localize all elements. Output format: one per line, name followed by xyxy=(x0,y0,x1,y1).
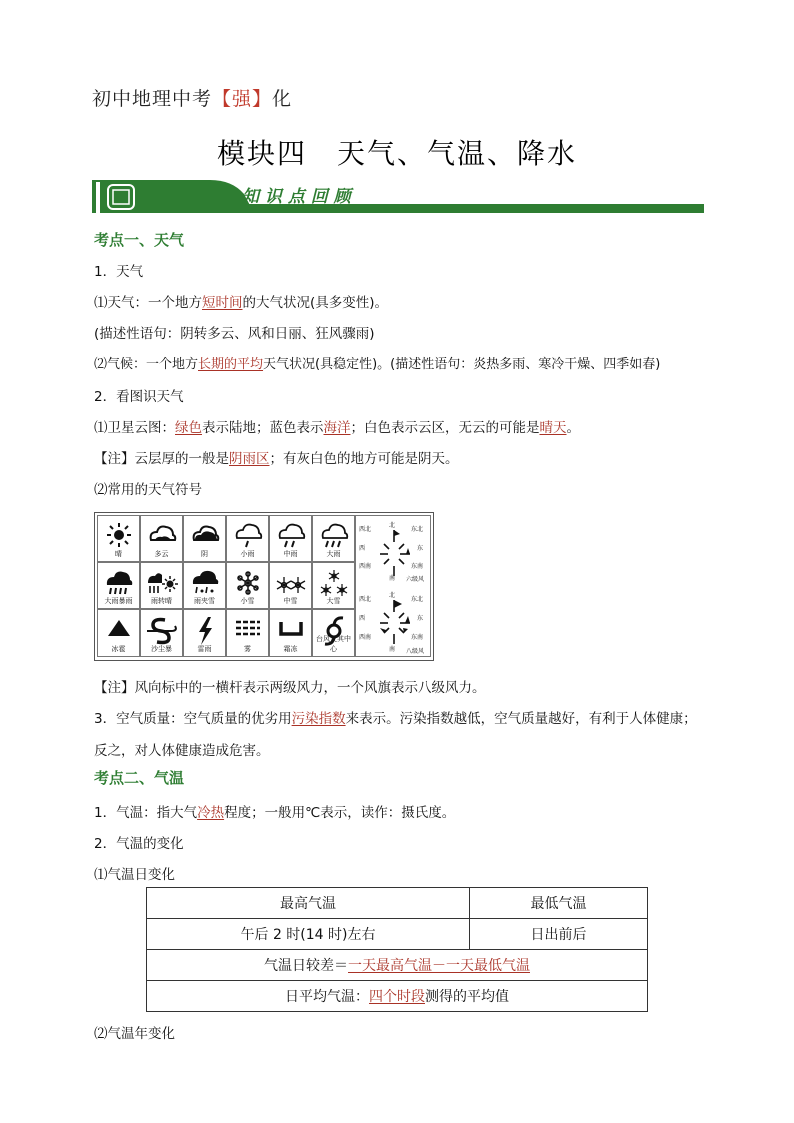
symbol-heavy-snow: 大雪 xyxy=(312,562,355,609)
symbol-overcast: 阴 xyxy=(183,515,226,562)
s1-line3: (描述性语句：阴转多云、风和日丽、狂风骤雨) xyxy=(94,326,375,342)
s1-line10: 3．空气质量：空气质量的优劣用污染指数来表示。污染指数越低，空气质量越好，有利于人体健康； xyxy=(94,711,697,727)
module-title: 模块四 天气、气温、降水 xyxy=(216,137,577,170)
frost-icon xyxy=(277,616,305,640)
symbol-sandstorm: 沙尘暴 xyxy=(140,609,183,657)
double-snowflake-icon xyxy=(275,569,307,597)
header-prefix: 初中地理中考 xyxy=(92,88,213,110)
s1-line5: 2．看图识天气 xyxy=(94,389,184,405)
triple-snowflake-icon xyxy=(318,569,350,599)
document-header xyxy=(92,84,292,111)
table-header-min: 最低气温 xyxy=(470,888,648,919)
fog-icon xyxy=(234,616,262,640)
header-bracket: 【强】 xyxy=(212,88,273,110)
hail-icon xyxy=(106,616,132,640)
table-cell-min-time: 日出前后 xyxy=(470,919,648,950)
lightning-icon xyxy=(194,616,216,646)
daily-temperature-table xyxy=(146,887,648,1012)
symbol-moderate-snow: 中雪 xyxy=(269,562,312,609)
sun-icon xyxy=(106,522,132,548)
symbol-hail: 冰雹 xyxy=(97,609,140,657)
symbol-sleet: 雨夹雪 xyxy=(183,562,226,609)
heavy-rain-icon xyxy=(319,522,349,550)
s1-line1: 1．天气 xyxy=(94,264,144,280)
symbol-fog: 雾 xyxy=(226,609,269,657)
moderate-rain-icon xyxy=(276,522,306,550)
symbol-cloudy: 多云 xyxy=(140,515,183,562)
section-banner xyxy=(92,180,704,216)
s2-line2: 2．气温的变化 xyxy=(94,836,184,852)
symbol-light-snow: 小雪 xyxy=(226,562,269,609)
weather-symbol-table xyxy=(94,512,434,661)
s1-line11: 反之，对人体健康造成危害。 xyxy=(94,743,270,759)
partly-cloudy-icon xyxy=(147,522,177,546)
s2-line3: ⑴气温日变化 xyxy=(94,867,175,883)
symbol-typhoon: 台风及其中心 xyxy=(312,609,355,657)
overcast-icon xyxy=(190,522,220,546)
banner-text: 知 识 点 回 顾 xyxy=(242,187,351,207)
symbol-frost: 霜冻 xyxy=(269,609,312,657)
s2-line4: ⑵气温年变化 xyxy=(94,1026,175,1042)
sandstorm-icon xyxy=(145,616,179,646)
s1-line8: ⑵常用的天气符号 xyxy=(94,482,202,498)
light-rain-icon xyxy=(233,522,263,550)
symbol-moderate-rain: 中雨 xyxy=(269,515,312,562)
symbol-heavy-rain: 大雨 xyxy=(312,515,355,562)
symbol-sunny: 晴 xyxy=(97,515,140,562)
sleet-icon xyxy=(190,569,220,597)
snowflake-icon xyxy=(234,569,262,597)
s2-line1: 1．气温：指大气冷热程度；一般用℃表示，读作：摄氏度。 xyxy=(94,805,456,821)
wind-vane-diagram: 北 西北 东北 西 东 西南 东南 南 六级风 北 西北 东北 西 东 西南 东南 南 八级风 xyxy=(355,515,431,657)
symbol-light-rain: 小雨 xyxy=(226,515,269,562)
s1-line6: ⑴卫星云图：绿色表示陆地；蓝色表示海洋；白色表示云区，无云的可能是晴天。 xyxy=(94,420,580,436)
s1-line9: 【注】风向标中的一横杆表示两级风力，一个风旗表示八级风力。 xyxy=(94,680,486,696)
banner-graphic xyxy=(92,180,704,216)
table-row-daily-range: 气温日较差＝一天最高气温－一天最低气温 xyxy=(147,950,648,981)
symbol-rainstorm: 大雨暴雨 xyxy=(97,562,140,609)
s1-line2: ⑴天气：一个地方短时间的大气状况(具多变性)。 xyxy=(94,295,389,311)
table-cell-max-time: 午后 2 时(14 时)左右 xyxy=(147,919,470,950)
header-suffix: 化 xyxy=(272,88,293,110)
section1-heading: 考点一、天气 xyxy=(94,231,185,249)
s1-line7: 【注】云层厚的一般是阴雨区；有灰白色的地方可能是阴天。 xyxy=(94,451,459,467)
rainstorm-icon xyxy=(104,569,134,597)
s1-line4: ⑵气候：一个地方长期的平均天气状况(具稳定性)。(描述性语句：炎热多雨、寒冷干燥、四季如春) xyxy=(94,357,661,372)
symbol-thunderstorm: 雷雨 xyxy=(183,609,226,657)
symbol-rain-to-sunny: 雨转晴 xyxy=(140,562,183,609)
table-header-max: 最高气温 xyxy=(147,888,470,919)
section2-heading: 考点二、气温 xyxy=(94,769,185,787)
rain-to-sunny-icon xyxy=(146,569,178,597)
table-row-daily-average: 日平均气温：四个时段测得的平均值 xyxy=(147,981,648,1012)
